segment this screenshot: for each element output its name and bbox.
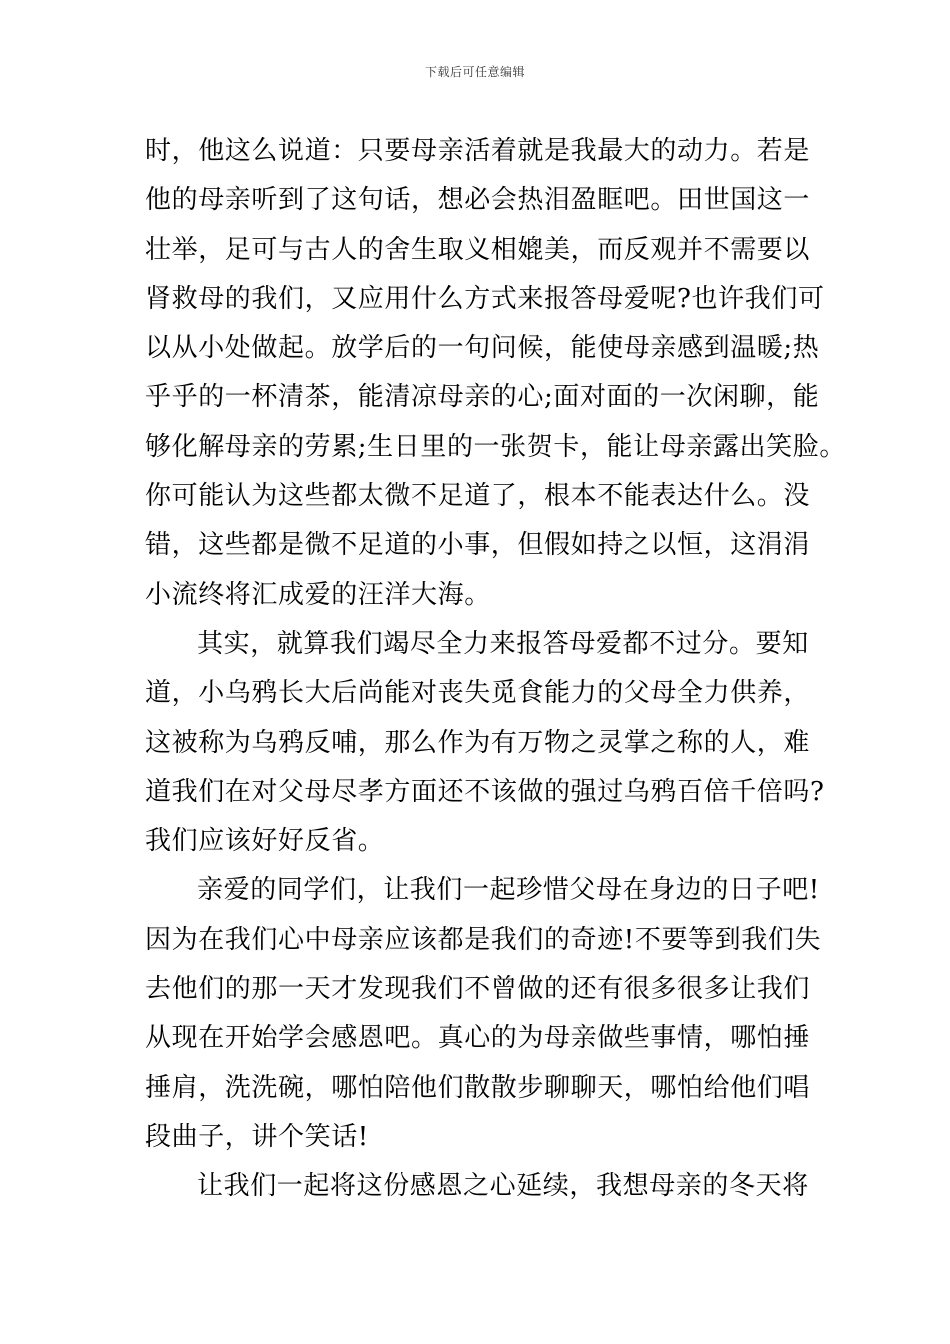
text-line: 你可能认为这些都太微不足道了，根本不能表达什么。没 <box>145 481 811 512</box>
text-line: 段曲子，讲个笑话! <box>145 1121 369 1152</box>
text-line: 这被称为乌鸦反哺，那么作为有万物之灵掌之称的人，难 <box>145 727 811 758</box>
page-header: 下载后可任意编辑 <box>424 65 525 79</box>
text-line: 捶肩，洗洗碗，哪怕陪他们散散步聊聊天，哪怕给他们唱 <box>145 1072 811 1103</box>
text-line: 以从小处做起。放学后的一句问候，能使母亲感到温暖;热 <box>145 333 820 364</box>
text-line: 因为在我们心中母亲应该都是我们的奇迹!不要等到我们失 <box>145 924 822 955</box>
text-line: 道，小乌鸦长大后尚能对丧失觅食能力的父母全力供养， <box>145 678 811 709</box>
text-line: 小流终将汇成爱的汪洋大海。 <box>145 579 491 610</box>
text-line: 肾救母的我们，又应用什么方式来报答母爱呢?也许我们可 <box>145 283 825 314</box>
text-line: 从现在开始学会感恩吧。真心的为母亲做些事情，哪怕捶 <box>145 1023 811 1054</box>
paragraph-start-line: 亲爱的同学们，让我们一起珍惜父母在身边的日子吧! <box>197 875 820 906</box>
text-line: 去他们的那一天才发现我们不曾做的还有很多很多让我们 <box>145 974 811 1005</box>
text-line: 壮举，足可与古人的舍生取义相媲美，而反观并不需要以 <box>145 234 811 265</box>
text-line: 道我们在对父母尽孝方面还不该做的强过乌鸦百倍千倍吗? <box>145 776 825 807</box>
body-text <box>145 127 846 1212</box>
paragraph-start-line: 其实，就算我们竭尽全力来报答母爱都不过分。要知 <box>197 628 809 659</box>
text-line: 够化解母亲的劳累;生日里的一张贺卡，能让母亲露出笑脸。 <box>145 431 846 462</box>
text-line: 错，这些都是微不足道的小事，但假如持之以恒，这涓涓 <box>145 530 811 561</box>
text-line: 我们应该好好反省。 <box>145 826 385 857</box>
paragraph-start-line: 让我们一起将这份感恩之心延续，我想母亲的冬天将 <box>197 1171 809 1202</box>
text-line: 时，他这么说道：只要母亲活着就是我最大的动力。若是 <box>145 136 811 166</box>
text-line: 他的母亲听到了这句话，想必会热泪盈眶吧。田世国这一 <box>145 185 811 216</box>
text-line: 乎乎的一杯清茶，能清凉母亲的心;面对面的一次闲聊，能 <box>145 382 820 413</box>
